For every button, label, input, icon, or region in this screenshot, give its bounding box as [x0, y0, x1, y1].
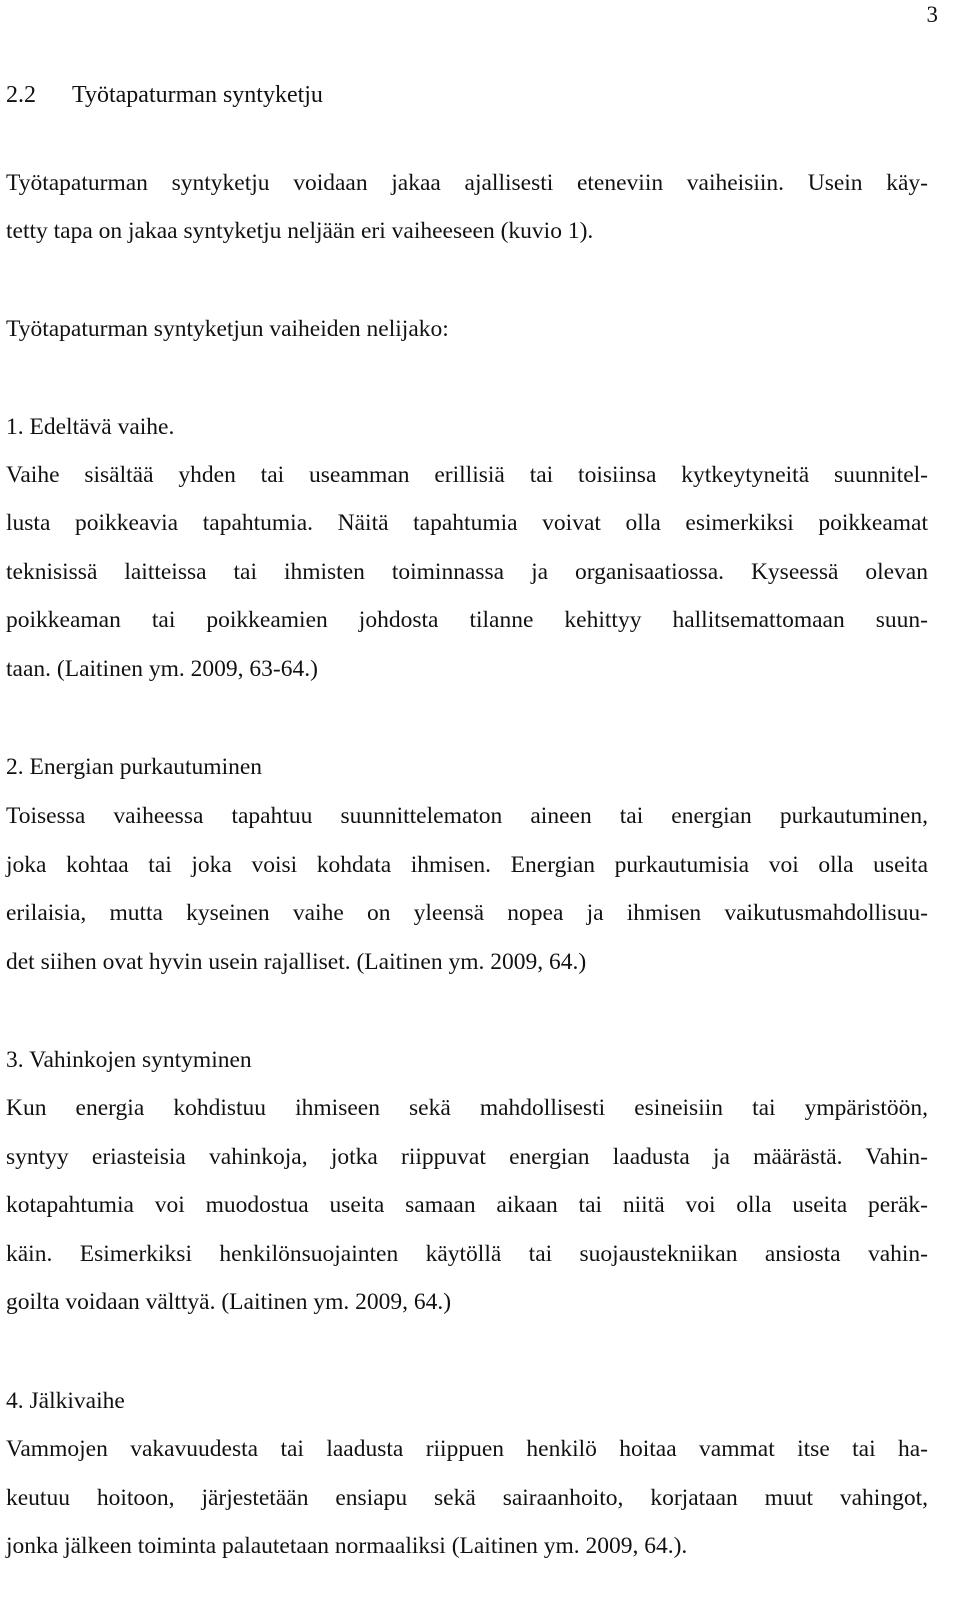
text-line: tetty tapa on jakaa syntyketju neljään eri vaiheeseen (kuvio 1).	[6, 218, 594, 244]
text-line: lusta poikkeavia tapahtumia. Näitä tapahtumia voivat olla esimerkiksi poikkeamat	[6, 510, 928, 536]
text-line: kotapahtumia voi muodostua useita samaan aikaan tai niitä voi olla useita peräk-	[6, 1192, 928, 1218]
phase-title: 3. Vahinkojen syntyminen	[6, 1047, 252, 1073]
text-line: det siihen ovat hyvin usein rajalliset. (Laitinen ym. 2009, 64.)	[6, 949, 587, 975]
text-line: Toisessa vaiheessa tapahtuu suunnittelematon aineen tai energian purkautuminen,	[6, 803, 928, 829]
text-line: teknisissä laitteissa tai ihmisten toiminnassa ja organisaatiossa. Kyseessä olevan	[6, 559, 928, 585]
text-line: keutuu hoitoon, järjestetään ensiapu sekä sairaanhoito, korjataan muut vahingot,	[6, 1485, 928, 1511]
phase-title: 4. Jälkivaihe	[6, 1388, 125, 1414]
section-number: 2.2	[6, 82, 36, 108]
text-line: taan. (Laitinen ym. 2009, 63-64.)	[6, 656, 318, 682]
phase-title: 1. Edeltävä vaihe.	[6, 414, 175, 440]
text-line: Vammojen vakavuudesta tai laadusta riippuen henkilö hoitaa vammat itse tai ha-	[6, 1436, 928, 1462]
text-line: jonka jälkeen toiminta palautetaan normaaliksi (Laitinen ym. 2009, 64.).	[6, 1533, 688, 1559]
section-title: Työtapaturman syntyketju	[72, 82, 323, 108]
text-line: erilaisia, mutta kyseinen vaihe on yleensä nopea ja ihmisen vaikutusmahdollisuu-	[6, 900, 928, 926]
page-number: 3	[926, 2, 938, 27]
text-line: Vaihe sisältää yhden tai useamman erillisiä tai toisiinsa kytkeytyneitä suunnitel-	[6, 462, 928, 488]
phase-title: 2. Energian purkautuminen	[6, 754, 263, 780]
text-line: Työtapaturman syntyketju voidaan jakaa ajallisesti eteneviin vaiheisiin. Usein käy-	[6, 170, 928, 196]
text-line: poikkeaman tai poikkeamien johdosta tilanne kehittyy hallitsemattomaan suun-	[6, 607, 928, 633]
text-line: käin. Esimerkiksi henkilönsuojainten käytöllä tai suojaustekniikan ansiosta vahin-	[6, 1241, 928, 1267]
section-heading	[6, 82, 323, 109]
text-line: Kun energia kohdistuu ihmiseen sekä mahdollisesti esineisiin tai ympäristöön,	[6, 1095, 928, 1121]
text-line: syntyy eriasteisia vahinkoja, jotka riippuvat energian laadusta ja määrästä. Vahin-	[6, 1144, 928, 1170]
text-line: joka kohtaa tai joka voisi kohdata ihmisen. Energian purkautumisia voi olla useita	[6, 852, 928, 878]
text-line: goilta voidaan välttyä. (Laitinen ym. 2009, 64.)	[6, 1289, 452, 1315]
list-intro: Työtapaturman syntyketjun vaiheiden nelijako:	[6, 316, 449, 342]
